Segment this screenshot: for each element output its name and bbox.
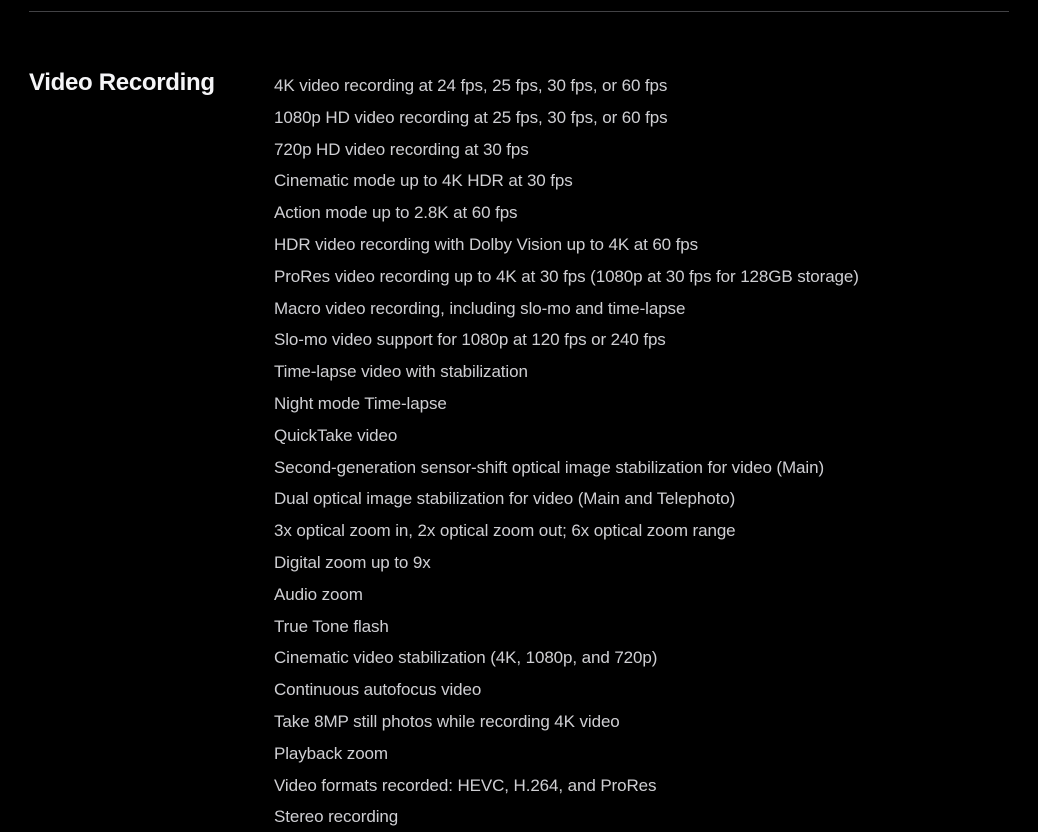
spec-item: Cinematic video stabilization (4K, 1080p, and 720p) xyxy=(274,648,658,668)
spec-item: Cinematic mode up to 4K HDR at 30 fps xyxy=(274,171,573,191)
spec-item: QuickTake video xyxy=(274,425,398,445)
spec-item: ProRes video recording up to 4K at 30 fps (1080p at 30 fps for 128GB storage) xyxy=(274,266,859,286)
spec-item: Continuous autofocus video xyxy=(274,680,482,700)
section-title: Video Recording xyxy=(29,69,215,96)
section-divider xyxy=(29,11,1009,12)
spec-item: Night mode Time-lapse xyxy=(274,393,447,413)
spec-item: Slo-mo video support for 1080p at 120 fps or 240 fps xyxy=(274,330,666,350)
spec-item: Macro video recording, including slo-mo and time-lapse xyxy=(274,298,686,318)
spec-item: Action mode up to 2.8K at 60 fps xyxy=(274,203,518,223)
spec-item: 4K video recording at 24 fps, 25 fps, 30 fps, or 60 fps xyxy=(274,76,668,95)
spec-item: Dual optical image stabilization for video (Main and Telephoto) xyxy=(274,489,736,509)
spec-item: 3x optical zoom in, 2x optical zoom out; 6x optical zoom range xyxy=(274,521,736,541)
spec-item: True Tone flash xyxy=(274,616,389,636)
spec-list xyxy=(274,70,859,832)
spec-item: Stereo recording xyxy=(274,807,399,827)
spec-item: Video formats recorded: HEVC, H.264, and ProRes xyxy=(274,775,657,795)
spec-item: HDR video recording with Dolby Vision up to 4K at 60 fps xyxy=(274,234,699,254)
spec-item: 720p HD video recording at 30 fps xyxy=(274,139,529,159)
spec-item: Digital zoom up to 9x xyxy=(274,552,431,572)
spec-item: Second-generation sensor-shift optical image stabilization for video (Main) xyxy=(274,457,825,477)
spec-item: Playback zoom xyxy=(274,743,388,763)
spec-item: Audio zoom xyxy=(274,584,363,604)
spec-item: Take 8MP still photos while recording 4K video xyxy=(274,711,620,731)
spec-item: 1080p HD video recording at 25 fps, 30 fps, or 60 fps xyxy=(274,107,668,127)
spec-item: Time-lapse video with stabilization xyxy=(274,362,528,382)
